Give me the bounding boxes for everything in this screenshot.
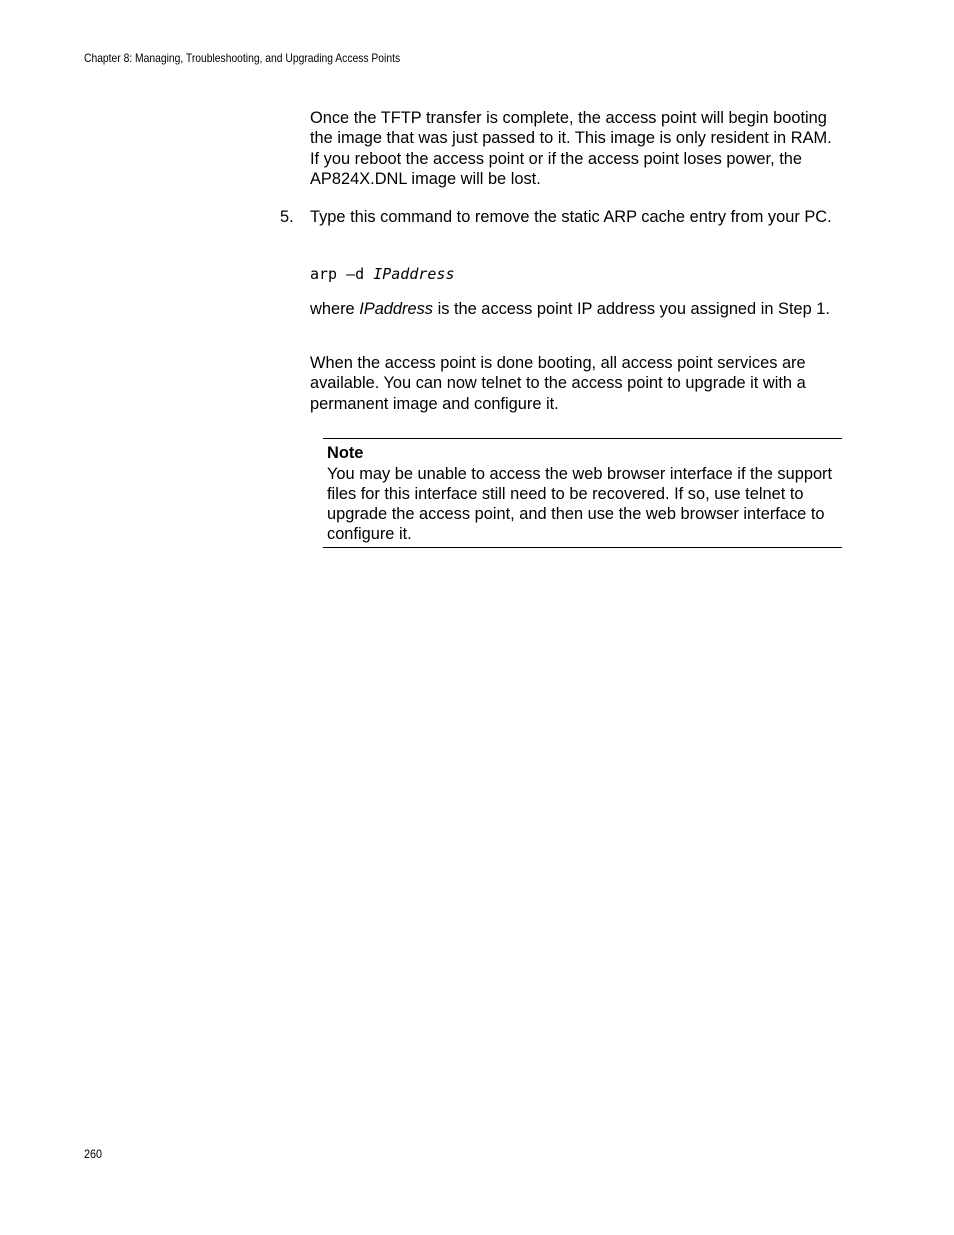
step-text: Type this command to remove the static ARP cache entry from your PC. xyxy=(310,208,832,226)
para2-rest: is the access point IP address you assigned in Step 1. xyxy=(433,300,830,318)
command-line xyxy=(310,264,455,284)
note-title: Note xyxy=(327,444,364,462)
step-number: 5. xyxy=(280,208,294,226)
running-header: Chapter 8: Managing, Troubleshooting, and Upgrading Access Points xyxy=(84,51,401,65)
command-argument: IPaddress xyxy=(373,265,455,283)
command-prefix: arp –d xyxy=(310,265,374,283)
paragraph-ipaddress-explanation xyxy=(310,299,845,319)
page-number: 260 xyxy=(84,1147,103,1161)
para2-lead: where xyxy=(310,300,360,318)
paragraph-done-booting: When the access point is done booting, all access point services are available. You can now telnet to the access point to upgrade it with a permanent image and configure it. xyxy=(310,354,806,413)
note-text: You may be unable to access the web browser interface if the support files for this interface still need to be recovered. If so, use telnet to upgrade the access point, and then use the web browser interface to configure it. xyxy=(327,465,833,543)
note-box xyxy=(323,438,842,548)
paragraph-tftp-complete: Once the TFTP transfer is complete, the access point will begin booting the image that was just passed to it. This image is only resident in RAM. If you reboot the access point or if the access point loses power, the AP824X.DNL image will be lost. xyxy=(310,109,832,189)
para2-term: IPaddress xyxy=(359,300,434,318)
